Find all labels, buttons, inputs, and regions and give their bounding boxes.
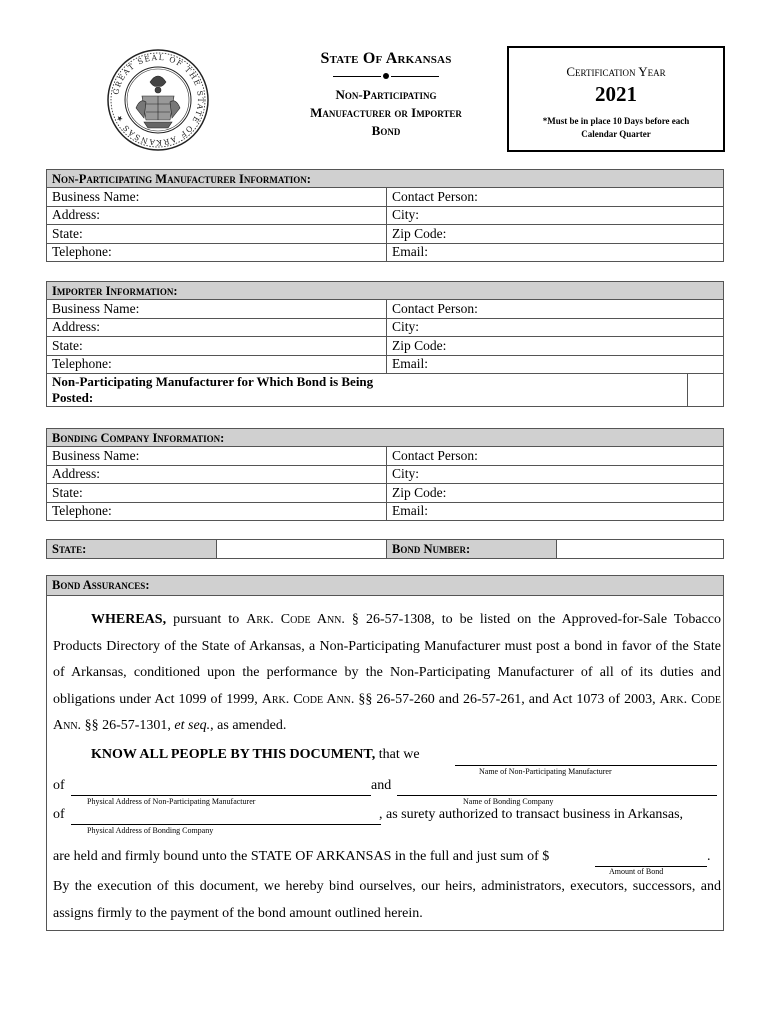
bonding-contact-person-field[interactable]: Contact Person: <box>387 447 724 465</box>
bond-assurances-section <box>46 575 724 931</box>
state-bond-number-table <box>46 539 724 559</box>
importer-city-field[interactable]: City: <box>387 318 724 336</box>
bonding-company-name-input[interactable] <box>397 795 717 796</box>
npm-for-bond-field[interactable] <box>688 373 724 406</box>
of-label-1: of <box>53 778 65 793</box>
bonding-state-field[interactable]: State: <box>47 484 387 502</box>
importer-zip-field[interactable]: Zip Code: <box>387 337 724 355</box>
know-all-people-line <box>91 747 420 763</box>
manufacturer-state-field[interactable]: State: <box>47 225 387 243</box>
manufacturer-zip-field[interactable]: Zip Code: <box>387 225 724 243</box>
npm-name-input[interactable] <box>455 765 717 766</box>
npm-for-bond-label <box>47 373 688 406</box>
npm-for-bond-label-line-1: Non-Participating Manufacturer for Which Bond is Being <box>52 373 374 389</box>
bonding-address-input[interactable] <box>71 824 381 825</box>
certification-year: 2021 <box>595 82 637 106</box>
title-divider <box>280 70 492 82</box>
bonding-company-info-table <box>46 428 724 521</box>
whereas-text-4: §§ 26-57-1301, <box>81 718 175 733</box>
know-all-people-rest: that we <box>375 747 420 762</box>
bonding-business-name-field[interactable]: Business Name: <box>47 447 387 465</box>
ark-code-ann-3: Ark. Code Ann. <box>53 691 722 733</box>
manufacturer-telephone-field[interactable]: Telephone: <box>47 243 387 261</box>
whereas-text-1: pursuant to <box>166 612 247 627</box>
page-title: State Of Arkansas <box>320 50 452 67</box>
whereas-paragraph <box>53 607 721 740</box>
npm-for-bond-label-line-2: Posted: <box>52 389 94 405</box>
npm-address-input[interactable] <box>71 795 371 796</box>
manufacturer-email-field[interactable]: Email: <box>387 243 724 261</box>
whereas-text-2: § 26-57-1308, to be listed on the Approved-for-Sale Tobacco Products Directory of the State of Arkansas, a Non-Participating Manufacturer must post a bond in favor of the State of Arkansas, conditioned upon the performance by the Non-Participating Manufacturer of all of its duties and obligations under Act 1099 of 1999, <box>53 612 722 707</box>
importer-email-field[interactable]: Email: <box>387 355 724 373</box>
ark-code-ann-2: Ark. Code Ann. <box>261 691 355 707</box>
bonding-telephone-field[interactable]: Telephone: <box>47 502 387 520</box>
form-title-block <box>280 50 492 140</box>
whereas-text-3: §§ 26-57-260 and 26-57-261, and Act 1073 of 2003, <box>354 691 660 707</box>
of-label-2: of <box>53 807 65 822</box>
subtitle-line-2: Manufacturer or Importer <box>310 105 462 120</box>
bonding-name-caption: Name of Bonding Company <box>463 797 554 806</box>
know-all-people-lead: KNOW ALL PEOPLE BY THIS DOCUMENT, <box>91 747 376 762</box>
state-input[interactable] <box>217 540 387 559</box>
importer-state-field[interactable]: State: <box>47 337 387 355</box>
certification-label: Certification Year <box>566 64 666 79</box>
bonding-city-field[interactable]: City: <box>387 465 724 483</box>
manufacturer-info-heading: Non-Participating Manufacturer Information: <box>47 170 724 188</box>
subtitle-line-1: Non-Participating <box>335 87 437 102</box>
bonding-address-field[interactable]: Address: <box>47 465 387 483</box>
bonding-company-info-heading: Bonding Company Information: <box>47 429 724 447</box>
and-label: and <box>371 778 392 793</box>
manufacturer-info-table <box>46 169 724 262</box>
ark-code-ann-1: Ark. Code Ann. <box>246 612 345 627</box>
bonding-email-field[interactable]: Email: <box>387 502 724 520</box>
bonding-zip-field[interactable]: Zip Code: <box>387 484 724 502</box>
certification-box <box>507 46 725 152</box>
svg-text:GREAT SEAL OF THE STATE OF ARK: GREAT SEAL OF THE STATE OF ARKANSAS ★ <box>111 52 206 148</box>
execution-paragraph: By the execution of this document, we hereby bind ourselves, our heirs, administrators, executors, successors, and assigns firmly to the payment of the bond amount outlined herein. <box>53 879 721 921</box>
importer-info-heading: Importer Information: <box>47 282 724 300</box>
bonding-address-caption: Physical Address of Bonding Company <box>87 826 214 835</box>
bond-number-label: Bond Number: <box>387 540 557 559</box>
importer-info-table <box>46 281 724 407</box>
bond-number-input[interactable] <box>557 540 724 559</box>
state-label: State: <box>47 540 217 559</box>
manufacturer-business-name-field[interactable]: Business Name: <box>47 188 387 206</box>
manufacturer-contact-person-field[interactable]: Contact Person: <box>387 188 724 206</box>
surety-text: , as surety authorized to transact business in Arkansas, <box>379 807 684 822</box>
manufacturer-address-field[interactable]: Address: <box>47 206 387 224</box>
importer-telephone-field[interactable]: Telephone: <box>47 355 387 373</box>
whereas-lead: WHEREAS, <box>91 612 167 627</box>
bond-amount-caption: Amount of Bond <box>609 867 664 876</box>
held-bound-period: . <box>707 849 711 864</box>
certification-note-line-2: Calendar Quarter <box>581 129 651 139</box>
state-seal-logo <box>106 48 210 152</box>
subtitle-line-3: Bond <box>371 123 401 138</box>
bond-assurances-heading: Bond Assurances: <box>47 576 723 596</box>
npm-address-caption: Physical Address of Non-Participating Manufacturer <box>87 797 256 806</box>
held-bound-text: are held and firmly bound unto the STATE OF ARKANSAS in the full and just sum of $ <box>53 849 550 864</box>
importer-contact-person-field[interactable]: Contact Person: <box>387 300 724 318</box>
et-seq: et seq. <box>174 718 211 733</box>
certification-note-line-1: *Must be in place 10 Days before each <box>542 116 690 126</box>
importer-business-name-field[interactable]: Business Name: <box>47 300 387 318</box>
manufacturer-city-field[interactable]: City: <box>387 206 724 224</box>
importer-address-field[interactable]: Address: <box>47 318 387 336</box>
npm-name-caption: Name of Non-Participating Manufacturer <box>479 767 612 776</box>
certification-note <box>509 115 723 141</box>
whereas-text-5: , as amended. <box>210 718 287 733</box>
